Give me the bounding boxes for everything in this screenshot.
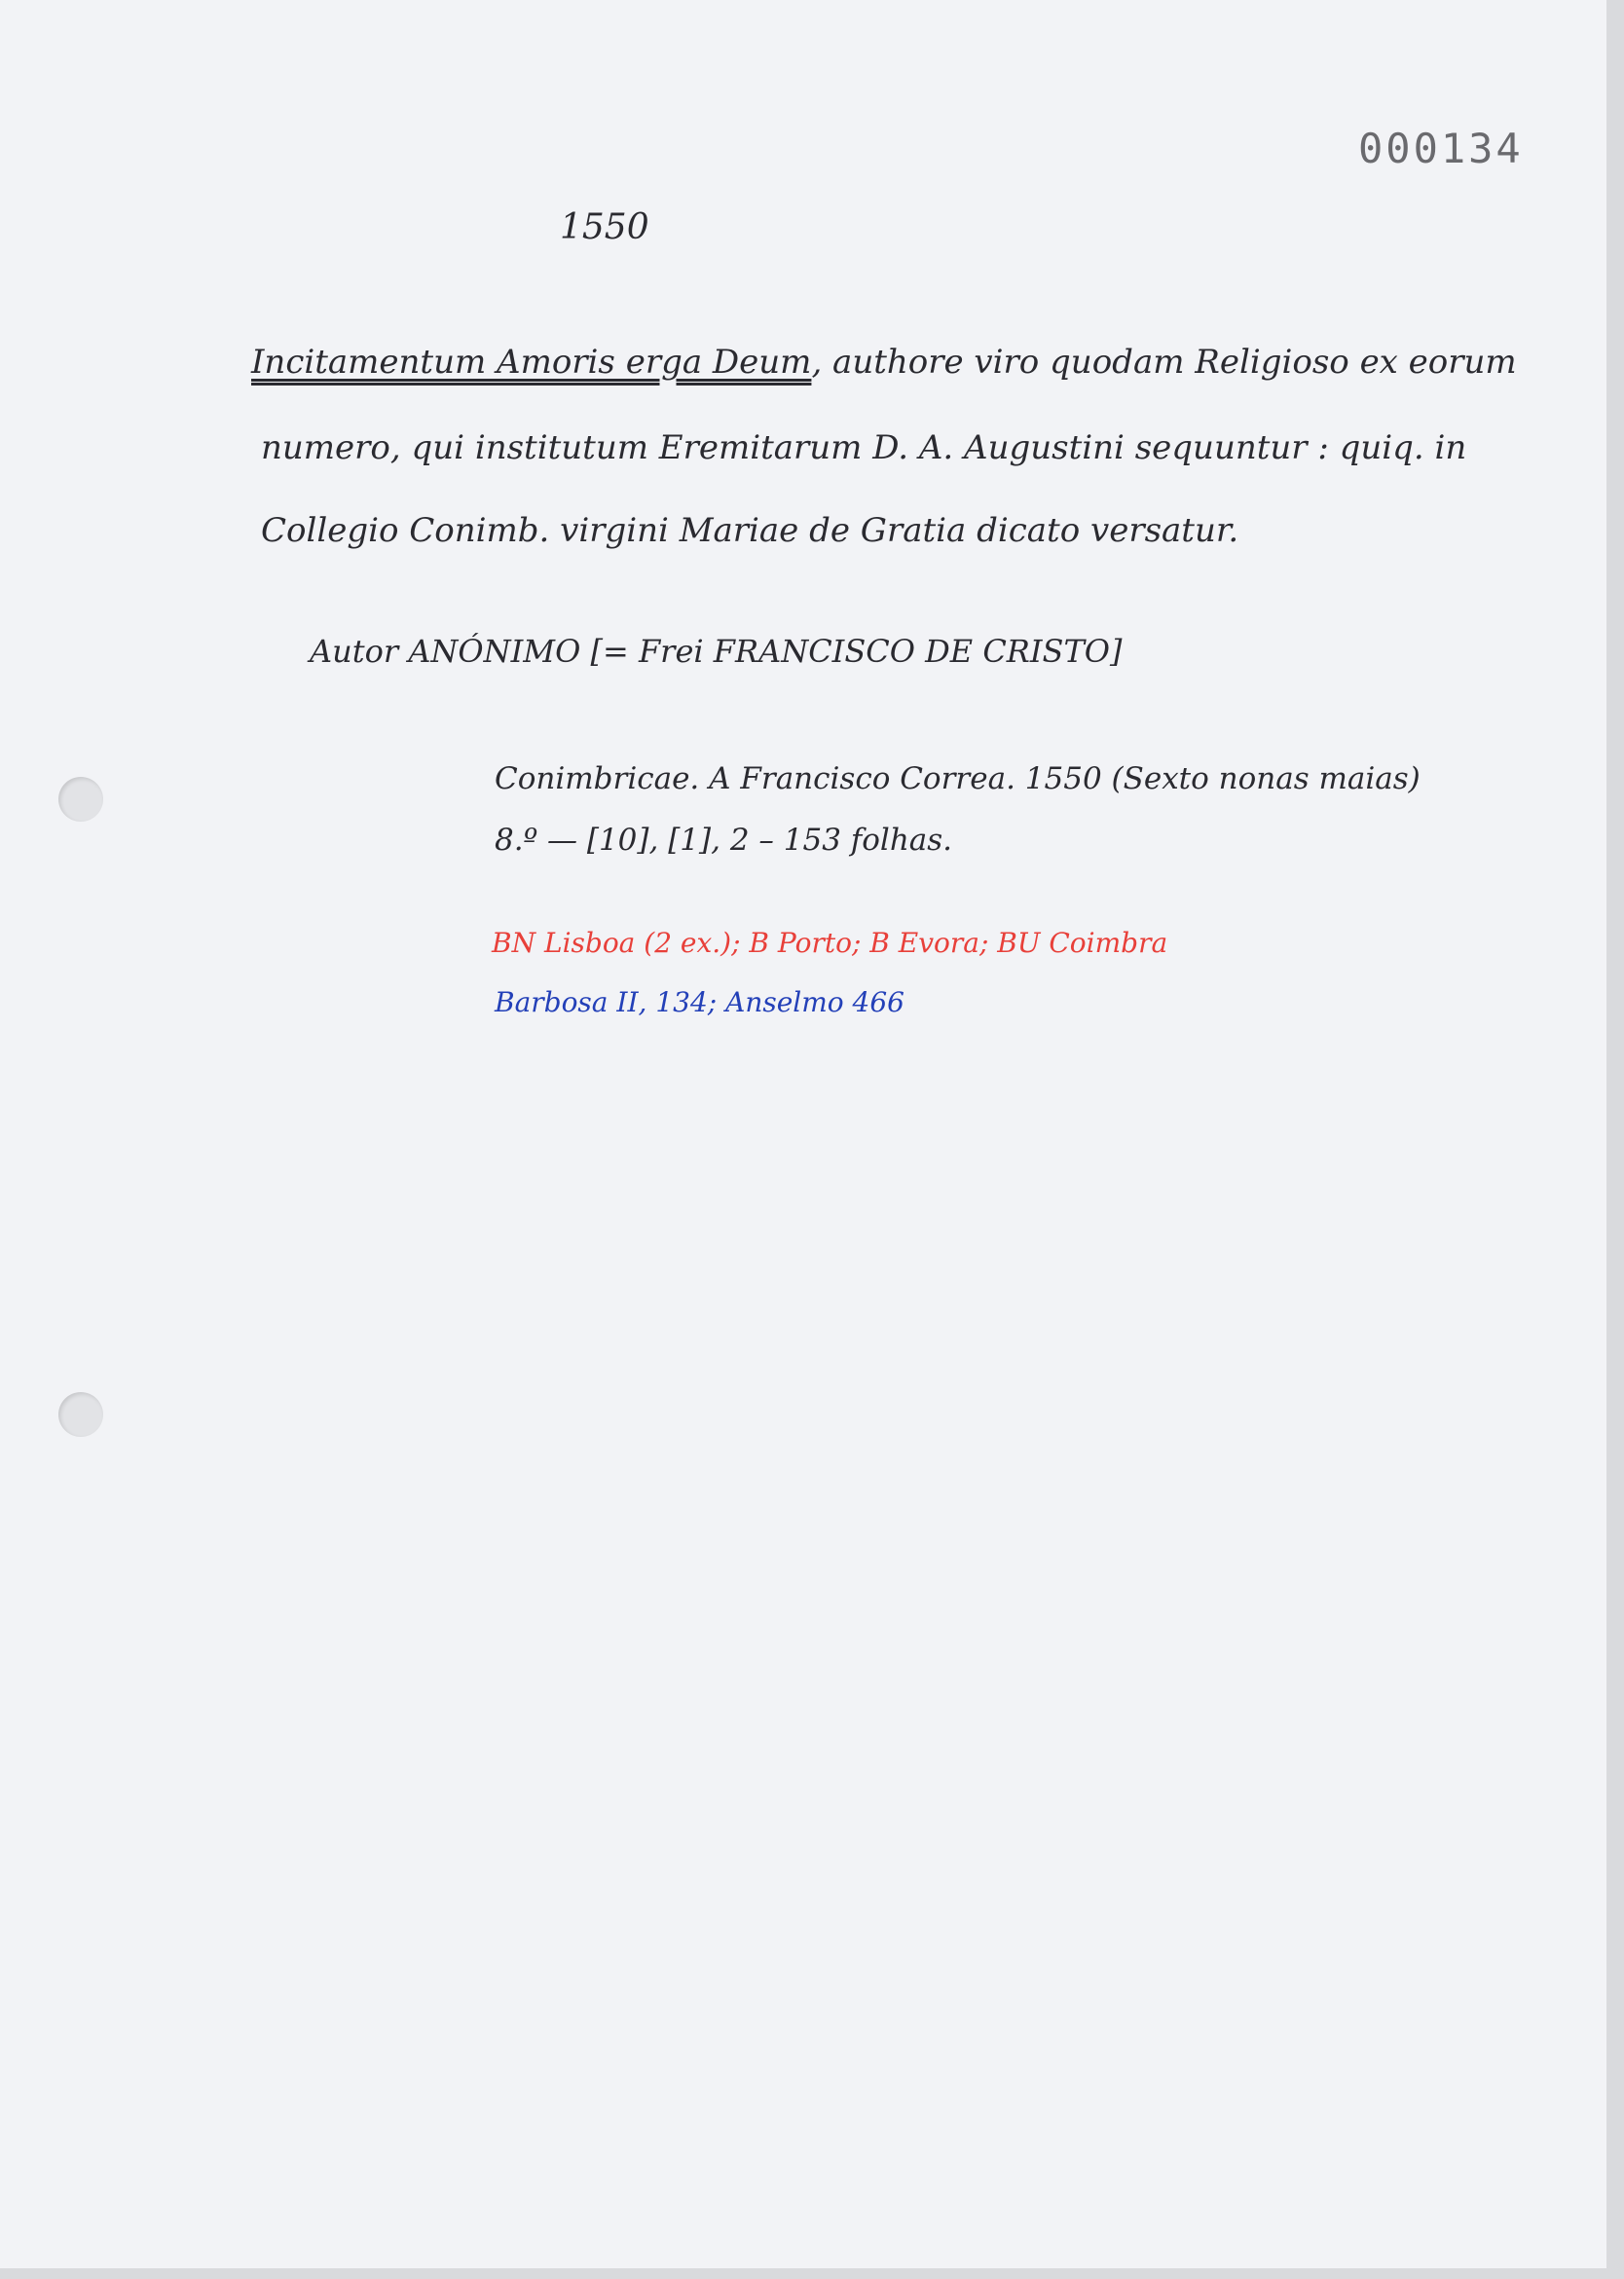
description-line-1: , authore viro quodam Religioso ex eorum [811,343,1517,382]
book-title: Incitamentum Amoris erga Deum [251,343,812,382]
references-line: Barbosa II, 134; Anselmo 466 [495,986,904,1018]
description-line-3: Collegio Conimb. virgini Mariae de Gratia dicato versatur. [261,511,1239,550]
record-year: 1550 [560,207,649,247]
author-line: Autor ANÓNIMO [= Frei FRANCISCO DE CRISTO] [310,633,1123,670]
holdings-line: BN Lisboa (2 ex.); B Porto; B Evora; BU Coimbra [492,927,1168,959]
punch-hole-top [58,777,103,822]
collation-line: 8.º — [10], [1], 2 – 153 folhas. [495,823,953,858]
punch-hole-bottom [58,1392,103,1437]
record-number-stamp: 000134 [1358,125,1524,172]
description-line-2: numero, qui institutum Eremitarum D. A. Augustini sequuntur : quiq. in [261,428,1467,467]
imprint-line: Conimbricae. A Francisco Correa. 1550 (Sexto nonas maias) [495,761,1421,796]
title-line-1 [251,343,1517,382]
